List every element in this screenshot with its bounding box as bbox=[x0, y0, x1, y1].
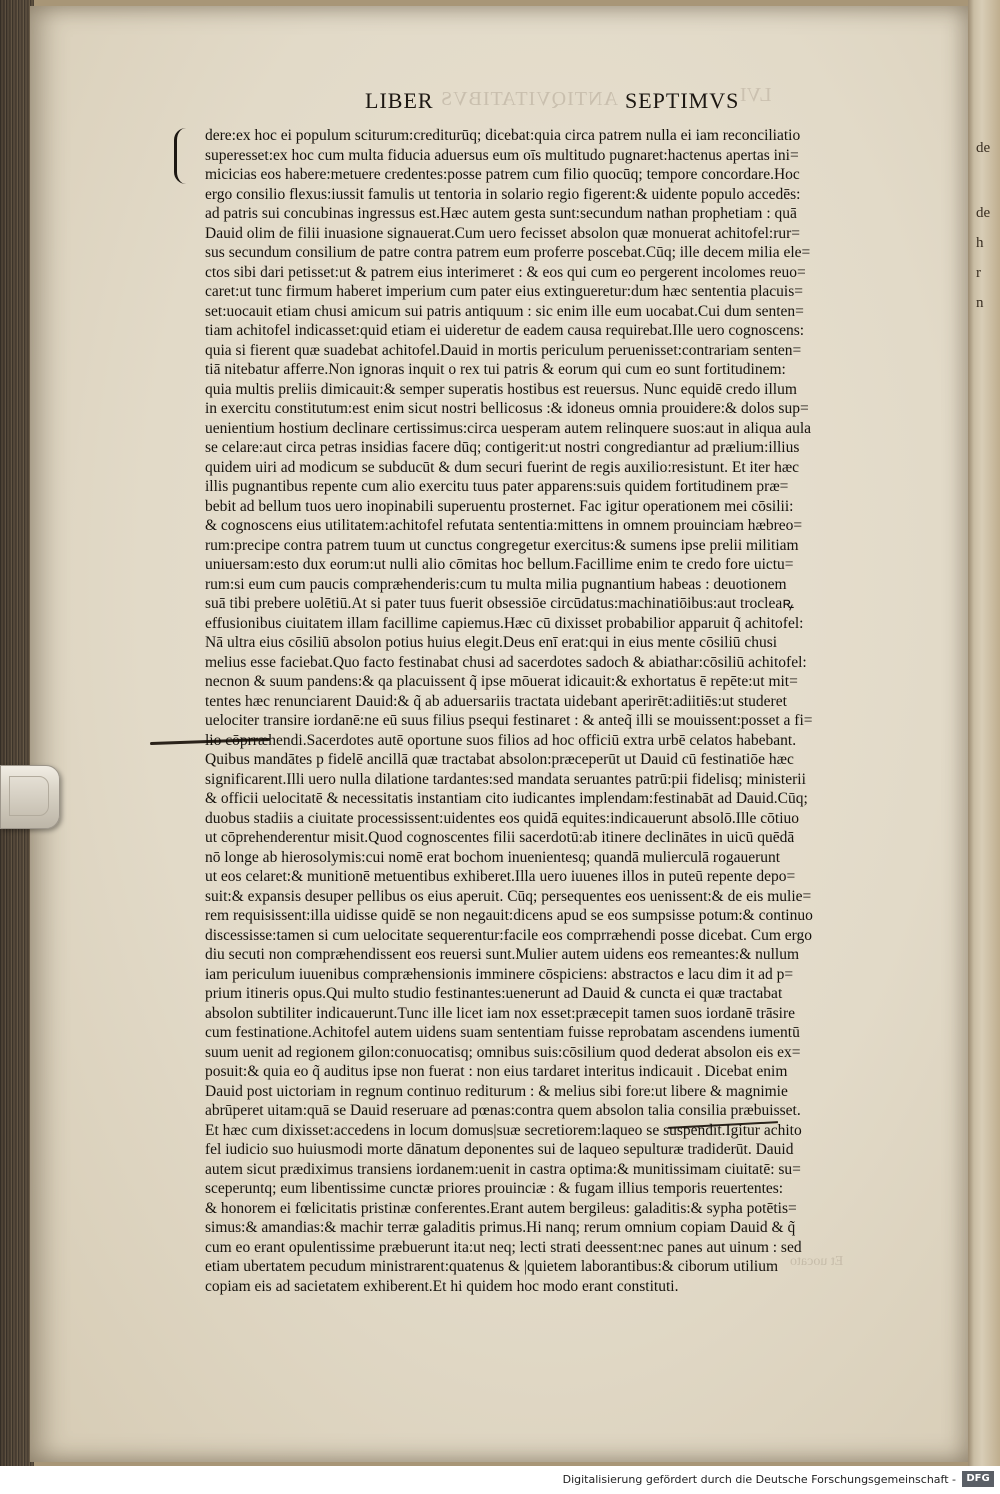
text-line: discessisse:tamen si cum uelocitate sequerentur:facile eos comprræhendi posse dicebat. Cum ergo bbox=[205, 926, 813, 944]
header-show-through: ANTIQVITATIBVS bbox=[440, 88, 618, 110]
text-line: sceperuntq; eum libentissime cunctæ priores prouinciæ : & fugam illius temporis reuertentes: bbox=[205, 1180, 784, 1197]
margin-bracket bbox=[174, 128, 191, 184]
text-line: tiam achitofel indicasset:quid etiam ei uideretur de eadem causa requirebat.Ille uero cognoscens: bbox=[205, 322, 805, 339]
header-left: LIBER bbox=[365, 88, 434, 113]
facing-page-glyph: h bbox=[976, 235, 984, 251]
header-right: SEPTIMVS bbox=[625, 88, 740, 113]
text-line: diu secuti non compræhendissent eos reuersi sunt.Mulier autem uidens eos remeantes:& nullum bbox=[205, 946, 800, 963]
text-line: & cognoscens eius utilitatem:achitofel refutata sententia:mittens in omnem prouinciam hæbreo= bbox=[205, 517, 803, 534]
text-line: caret:ut tunc firmum haberet imperium cum pater eius extingueretur:dum hæc sententia placuis= bbox=[205, 283, 803, 300]
text-line: melius esse faciebat.Quo facto festinabat chusi ad sacerdotes sadoch & abiathar:cōsiliū achitofel: bbox=[205, 653, 807, 671]
text-line: significarent.Illi uero nulla dilatione tardantes:sed mandata seruantes patrū:pii fidelisq; ministerii bbox=[205, 770, 806, 788]
text-line: duobus stadiis a ciuitate processissent:uidentes eos quidā equites:indicauerunt absolō.Ille cōtiuo bbox=[205, 809, 800, 827]
text-line: se celare:aut circa petras insidias facere dūq; contigerit:ut nostri congrediantur ad prælium:illius bbox=[205, 439, 800, 456]
text-line: cum eo erant opulentissime præbuerunt ita:ut neq; lecti strati deessent:nec panes aut uinum : sed bbox=[205, 1238, 802, 1256]
text-line: rum:precipe contra patrem tuum ut cunctus congregetur exercitus:& sumens ipse prelii militiam bbox=[205, 536, 799, 554]
text-line: copiam eis ad sacietatem exhiberent.Et hi quidem hoc modo erant constituti. bbox=[205, 1277, 679, 1295]
text-line: nō longe ab hierosolymis:cui nomē erat bochom inuenientesq; quandā mulierculā rogauerunt bbox=[205, 848, 781, 866]
facing-page-glyph: r bbox=[976, 265, 981, 281]
text-line: tiā nitebatur afferre.Non ignoras inquit o rex tui patris & eorum qui cum eo sunt fortitudinem: bbox=[205, 361, 786, 378]
page-clip bbox=[0, 765, 60, 829]
text-line: absolon subtiliter indicauerunt.Tunc ille licet iam nox esset:præcepit tamen suos iordanē trāsire bbox=[205, 1004, 796, 1022]
footer-credit: Digitalisierung gefördert durch die Deutsche Forschungsgemeinschaft - bbox=[562, 1473, 956, 1486]
text-line: ergo consilio flexus:iussit famulis ut tentoria in solario regio figerent:& uidente populo accedēs: bbox=[205, 185, 801, 203]
bottom-show-through: Et uocato bbox=[790, 1254, 844, 1269]
text-line: Nā ultra eius cōsiliū absolon potius huius elegit.Deus enī erat:qui in eius mente cōsiliū chusi bbox=[205, 634, 778, 651]
book-page-edges bbox=[0, 0, 34, 1466]
page-clip-inner bbox=[9, 776, 49, 816]
text-line: superesset:ex hoc cum multa fiducia aduersus eum oīs multitudo pugnaret:hactenus apertas ini= bbox=[205, 146, 799, 164]
folio-show-through: LVI bbox=[740, 84, 772, 106]
text-line: Quibus mandātes p fidelē ancillā quæ tractabat absolon:præceperūt ut Dauid cū festinatiōe hæc bbox=[205, 751, 794, 768]
text-line: rem requisissent:illa uidisse quidē se non negauit:dicens apud se eos sumpsisse potum:& continuo bbox=[205, 907, 813, 924]
text-line: fel iudicio suo huiusmodi morte dānatum deponentes sui de laqueo sepulturæ tradiderūt. Dauid bbox=[205, 1141, 794, 1158]
digitization-footer bbox=[0, 1466, 1000, 1494]
text-line: ad patris sui concubinas ingressus est.Hæc autem gesta sunt:secundum nathan prophetiam : quā bbox=[205, 205, 797, 222]
text-line: ut eos celaret:& munitionē metuentibus exhiberet.Illa uero iuuenes illos in puteū repente depo= bbox=[205, 868, 796, 885]
text-line: & officii uelocitatē & necessitatis instantiam cito iudicantes implendam:festinabāt ad Dauid.Cūq; bbox=[205, 790, 808, 807]
text-line: ut cōprehenderentur misit.Quod cognoscentes filii sacerdotū:ab itinere declinātes in uicū quēdā bbox=[205, 829, 795, 846]
text-line: ctos sibi dari petisset:ut & patrem eius interimeret : & eos qui cum eo pergerent incolomes reuo= bbox=[205, 263, 806, 281]
text-line: bebit ad bellum tuos uero inopinabili superuentu prosternet. Fac igitur operationem mei cōsilii: bbox=[205, 497, 794, 515]
text-line: uenientium hostium declinare certissimus:circa uesperam autem relinquere suos:aut in aliqua aula bbox=[205, 419, 812, 437]
text-line: quia multis preliis dimicauit:& semper superatis hostibus est reuersus. Nunc equidē credo illum bbox=[205, 380, 797, 398]
text-line: lio cōprræhendi.Sacerdotes autē oportune suos filios ad hoc officiū extra urbē celatos habebant. bbox=[205, 731, 797, 749]
text-line: illis pugnantibus repente cum alio exercitu tuus pater apparens:suis quidem fortitudinem præ= bbox=[205, 478, 789, 495]
facing-page-glyph: n bbox=[976, 295, 984, 311]
text-line: tentes hæc renunciarent Dauid:& q̃ ab aduersariis tractata uidebant aperirēt:adiitiēs:ut studeret bbox=[205, 692, 787, 710]
text-line: iam periculum iuuenibus compræhensionis imminere cōspiciens: abstractos e lacu dim it ad p= bbox=[205, 965, 794, 983]
text-line: autem sicut prædiximus transiens iordanem:uenit in castra optima:& munitissimam ciuitatē: su= bbox=[205, 1160, 801, 1178]
facing-page-glyph: de bbox=[976, 140, 991, 156]
text-line: rum:si eum cum paucis compræhenderis:cum tu multa milia pugnantium habeas : deuotionem bbox=[205, 575, 787, 593]
text-line: effusionibus ciuitatem illam facillime capiemus.Hæc cū dixisset probabilior apparuit q̃ achitofel: bbox=[205, 614, 804, 632]
text-line: uniuersam:esto dux eorum:ut nulli alio cōmitas hoc bellum.Facillime enim te credo fore uictu= bbox=[205, 556, 794, 573]
text-line: sus secundum consilium de patre contra patrem eum proferre poscebat.Cūq; ille decem milia ele= bbox=[205, 244, 811, 261]
text-line: in exercitu constitutum:est enim sicut nostri bellicosus :& idoneus omnia prouidere:& dolos sup= bbox=[205, 400, 809, 417]
text-line: uelociter transire iordanē:ne eū suus filius psequi festinaret : & anteq̃ illi se mouissent:posset a fi= bbox=[205, 712, 813, 729]
text-line: dere:ex hoc ei populum sciturum:crediturūq; dicebat:quia circa patrem nulla ei iam reconciliatio bbox=[205, 127, 801, 144]
body-text bbox=[205, 126, 945, 1296]
text-line: posuit:& quia eo q̃ auditus ipse non fuerat : non eius tardaret interitus indicauit . Dicebat enim bbox=[205, 1063, 788, 1080]
text-line: quia si fierent quæ suadebat achitofel.Dauid in mortis periculum peruenisset:contrariam senten= bbox=[205, 341, 802, 359]
facing-page-strip bbox=[968, 0, 1000, 1466]
text-line: set:uocauit etiam chusi amicum sui patris antiquum : sic enim ille eum uocabat.Cui dum senten= bbox=[205, 302, 804, 320]
text-line: Dauid post uictoriam in regnum continuo rediturum : & melius sibi fore:ut libere & magnimie bbox=[205, 1082, 788, 1100]
text-line: Et hæc cum dixisset:accedens in locum domus|suæ secretiorem:laqueo se suspendit.Igitur achito bbox=[205, 1121, 802, 1139]
text-line: cum festinatione.Achitofel autem uidens suam sententiam fuisse reprobatam ascendens iumentū bbox=[205, 1024, 800, 1041]
text-line: abrūperet uitam:quā se Dauid reseruare ad pœnas:contra quem absolon talia consilia præbuisset. bbox=[205, 1102, 801, 1119]
text-line: etiam ubertatem pecudum ministrarent:quatenus & |quietem laborantibus:& ciborum utilium bbox=[205, 1258, 779, 1275]
text-line: suum uenit ad regionem gilon:conuocatisq; omnibus suis:cōsilium quod dederat absolon eis ex= bbox=[205, 1043, 801, 1061]
facing-page-glyph: de bbox=[976, 205, 991, 221]
text-line: prium itineris opus.Qui multo studio festinantes:uenerunt ad Dauid & cuncta ei quæ tractabat bbox=[205, 985, 783, 1002]
text-line: quidem uiri ad modicum se subducūt & dum securi fuerint de regis auxilio:resistunt. Et iter hæc bbox=[205, 458, 800, 476]
text-line: suā tibi prebere uolētiū.At si pater tuus fuerit obsessiōe circūdatus:machinatiōibus:aut trocleaꝶ bbox=[205, 595, 794, 612]
running-header bbox=[200, 84, 772, 124]
dfg-logo: DFG bbox=[962, 1471, 994, 1487]
text-line: & honorem ei fœlicitatis pristinæ conferentes.Erant autem bergileus: galaditis:& sypha potētis= bbox=[205, 1199, 797, 1217]
text-line: suit:& expansis desuper pellibus os eius aperuit. Cūq; persequentes eos uenissent:& de eis mulie= bbox=[205, 887, 812, 905]
text-line: Dauid olim de filii inuasione signauerat.Cum uero fecisset absolon quæ monuerat achitofel:rur= bbox=[205, 224, 801, 242]
text-line: necnon & suum pandens:& qa placuissent q̃ ipse mōuerat idicauit:& exhortatus ē repēte:ut mit= bbox=[205, 673, 798, 690]
text-line: micicias eos habere:metuere credentes:posse patrem cum filio quocūq; tempore concordare.Hoc bbox=[205, 166, 800, 183]
text-line: simus:& amandias:& machir terræ galaditis primus.Hi nanq; rerum omnium copiam Dauid & q̃ bbox=[205, 1219, 796, 1236]
